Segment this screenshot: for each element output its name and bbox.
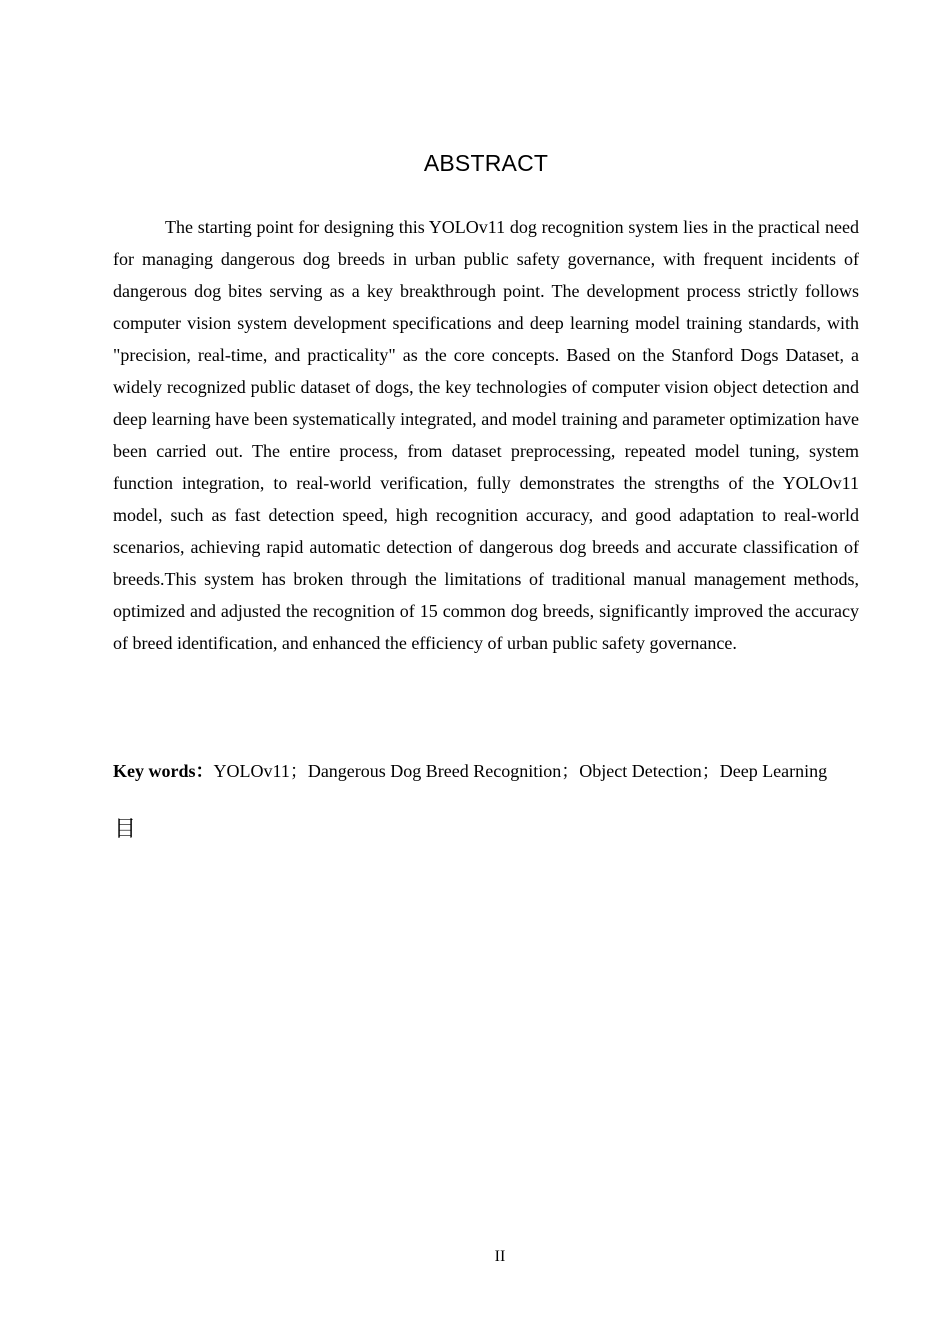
abstract-paragraph: The starting point for designing this YOLOv11 dog recognition system lies in the practical need for managing dangerous dog breeds in urban public safety governance, with frequent incidents of dangerous dog bites serving as a key breakthrough point. The development process strictly follows computer vision system development specifications and deep learning model training standards, with "precision, real-time, and practicality" as the core concepts. Based on the Stanford Dogs Dataset, a widely recognized public dataset of dogs, the key technologies of computer vision object detection and deep learning have been systematically integrated, and model training and parameter optimization have been carried out. The entire process, from dataset preprocessing, repeated model tuning, system function integration, to real-world verification, fully demonstrates the strengths of the YOLOv11 model, such as fast detection speed, high recognition accuracy, and good adaptation to real-world scenarios, achieving rapid automatic detection of dangerous dog breeds and accurate classification of breeds.This system has broken through the limitations of traditional manual management methods, optimized and adjusted the recognition of 15 common dog breeds, significantly improved the accuracy of breed identification, and enhanced the efficiency of urban public safety governance. bbox=[113, 217, 859, 653]
keywords-label: Key words： bbox=[113, 761, 214, 781]
abstract-title: ABSTRACT bbox=[423, 150, 549, 176]
page-number: II bbox=[494, 1248, 506, 1265]
keywords-text: YOLOv11；Dangerous Dog Breed Recognition；Object Detection；Deep Learning bbox=[213, 761, 828, 781]
toc-heading-fragment: 目 bbox=[114, 817, 137, 842]
keywords-line bbox=[113, 755, 859, 787]
